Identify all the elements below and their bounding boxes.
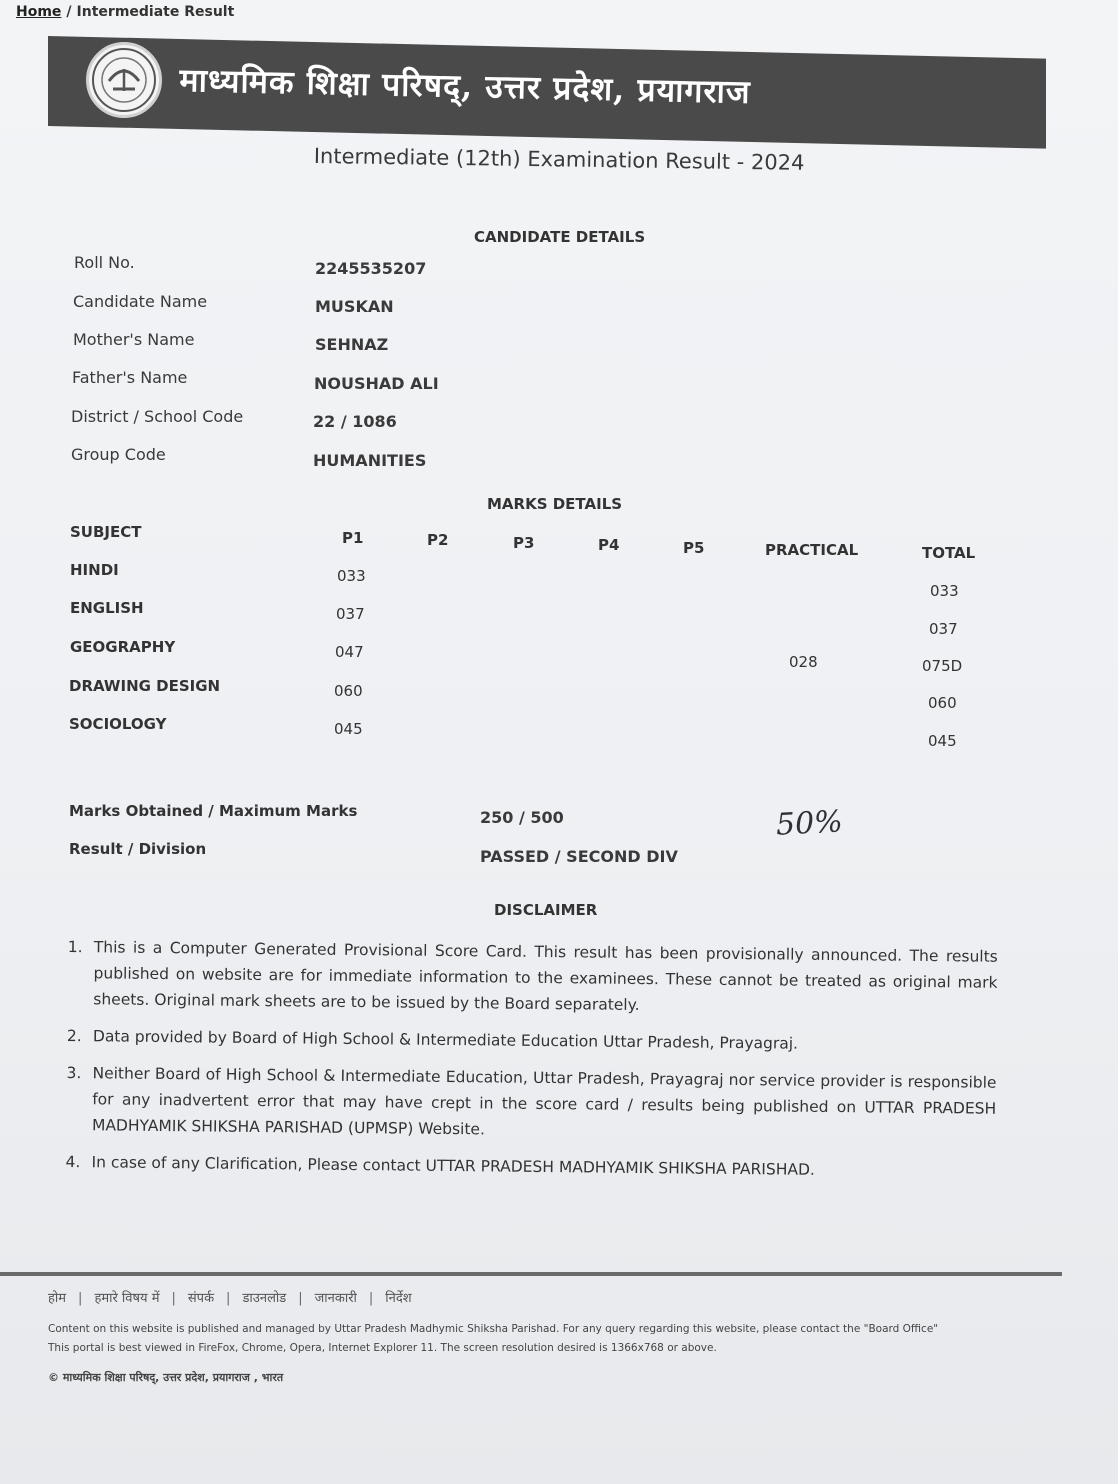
subject-cell: HINDI [70, 561, 119, 579]
footer-nav-separator: | [226, 1291, 231, 1306]
column-header-p5: P5 [683, 539, 705, 557]
roll-no-value: 2245535207 [315, 259, 427, 278]
disclaimer-number: 1. [67, 937, 83, 957]
column-header-p3: P3 [513, 534, 535, 552]
total-cell: 045 [928, 732, 957, 750]
candidate-name-value: MUSKAN [315, 297, 394, 316]
footer-link-information[interactable]: जानकारी [314, 1291, 357, 1306]
group-code-value: HUMANITIES [313, 451, 427, 470]
footer-link-contact[interactable]: संपर्क [187, 1291, 215, 1306]
list-item [66, 1060, 997, 1148]
footer-divider [0, 1272, 1062, 1276]
marks-obtained-value: 250 / 500 [480, 808, 564, 827]
p1-cell: 045 [334, 720, 363, 738]
footer-copyright: © माध्यमिक शिक्षा परिषद्, उत्तर प्रदेश, प्रयागराज , भारत [48, 1371, 284, 1384]
candidate-details-heading: CANDIDATE DETAILS [474, 228, 646, 246]
marks-obtained-label: Marks Obtained / Maximum Marks [69, 802, 358, 820]
candidate-name-label: Candidate Name [73, 292, 208, 311]
p1-cell: 037 [336, 605, 365, 623]
footer-content-note: Content on this website is published and managed by Uttar Pradesh Madhymic Shiksha Parishad. For any query regarding this website, please contact the "Board Office" [48, 1323, 939, 1335]
footer-link-about[interactable]: हमारे विषय में [94, 1291, 160, 1306]
disclaimer-text: In case of any Clarification, Please contact UTTAR PRADESH MADHYAMIK SHIKSHA PARISHAD. [91, 1153, 815, 1179]
subject-cell: GEOGRAPHY [70, 638, 176, 656]
list-item [65, 1149, 995, 1185]
total-cell: 037 [929, 620, 958, 638]
disclaimer-heading: DISCLAIMER [494, 901, 598, 919]
breadcrumb-separator: / [66, 4, 72, 20]
disclaimer-text: This is a Computer Generated Provisional Score Card. This result has been provisionally announced. The results published on website are for immediate information to the examinees. These cannot be treated as original mark sheets. Original mark sheets are to be issued by the Board separately. [93, 938, 998, 1014]
practical-cell: 028 [789, 653, 818, 671]
footer-nav-separator: | [171, 1291, 176, 1306]
column-header-practical: PRACTICAL [765, 541, 859, 559]
list-item [67, 1023, 997, 1059]
p1-cell: 060 [334, 682, 363, 700]
footer-browser-note: This portal is best viewed in FireFox, Chrome, Opera, Internet Explorer 11. The screen resolution desired is 1366x768 or above. [48, 1342, 717, 1354]
marks-details-heading: MARKS DETAILS [487, 495, 623, 513]
footer-nav-separator: | [78, 1291, 83, 1306]
footer-link-download[interactable]: डाउनलोड [242, 1291, 287, 1306]
disclaimer-text: Data provided by Board of High School & Intermediate Education Uttar Pradesh, Prayagraj. [92, 1027, 799, 1053]
disclaimer-number: 2. [66, 1026, 82, 1046]
column-header-p4: P4 [598, 536, 620, 554]
mother-name-value: SEHNAZ [315, 335, 389, 354]
father-name-value: NOUSHAD ALI [314, 374, 439, 393]
subject-cell: DRAWING DESIGN [69, 677, 221, 695]
subject-cell: SOCIOLOGY [69, 715, 167, 733]
breadcrumb-home-link[interactable]: Home [16, 4, 62, 20]
roll-no-label: Roll No. [74, 253, 135, 272]
father-name-label: Father's Name [72, 368, 188, 387]
footer-nav [48, 1288, 412, 1306]
footer-link-instructions[interactable]: निर्देश [385, 1291, 412, 1306]
result-division-value: PASSED / SECOND DIV [480, 847, 678, 866]
handwritten-percentage-note: 50% [775, 804, 844, 843]
list-item [67, 934, 998, 1022]
column-header-p1: P1 [342, 529, 364, 547]
disclaimer-number: 4. [65, 1152, 81, 1172]
board-logo-icon [86, 42, 162, 118]
result-division-label: Result / Division [69, 840, 207, 858]
disclaimer-number: 3. [66, 1063, 82, 1083]
mother-name-label: Mother's Name [73, 330, 195, 349]
column-header-total: TOTAL [922, 544, 976, 562]
footer-link-home[interactable]: होम [48, 1291, 67, 1306]
footer-nav-separator: | [298, 1291, 303, 1306]
column-header-p2: P2 [427, 531, 449, 549]
disclaimer-text: Neither Board of High School & Intermediate Education, Uttar Pradesh, Prayagraj nor service provider is responsible for any inadvertent error that may have crept in the score card / results being published on UTTAR PRADESH MADHYAMIK SHIKSHA PARISHAD (UPMSP) Website. [91, 1064, 997, 1139]
group-code-label: Group Code [71, 445, 166, 464]
district-school-code-value: 22 / 1086 [313, 412, 397, 431]
district-school-code-label: District / School Code [71, 407, 244, 426]
exam-title: Intermediate (12th) Examination Result - 2024 [313, 144, 805, 175]
p1-cell: 033 [337, 567, 366, 585]
total-cell: 060 [928, 694, 957, 712]
subject-cell: ENGLISH [70, 599, 144, 617]
breadcrumb-current: Intermediate Result [76, 4, 235, 20]
p1-cell: 047 [335, 643, 364, 661]
footer-nav-separator: | [368, 1291, 374, 1306]
breadcrumb [16, 4, 234, 20]
column-header-subject: SUBJECT [70, 523, 142, 541]
disclaimer-list [65, 934, 998, 1196]
total-cell: 075D [922, 657, 963, 675]
total-cell: 033 [930, 582, 959, 600]
board-name-title: माध्यमिक शिक्षा परिषद्, उत्तर प्रदेश, प्रयागराज [179, 60, 752, 111]
